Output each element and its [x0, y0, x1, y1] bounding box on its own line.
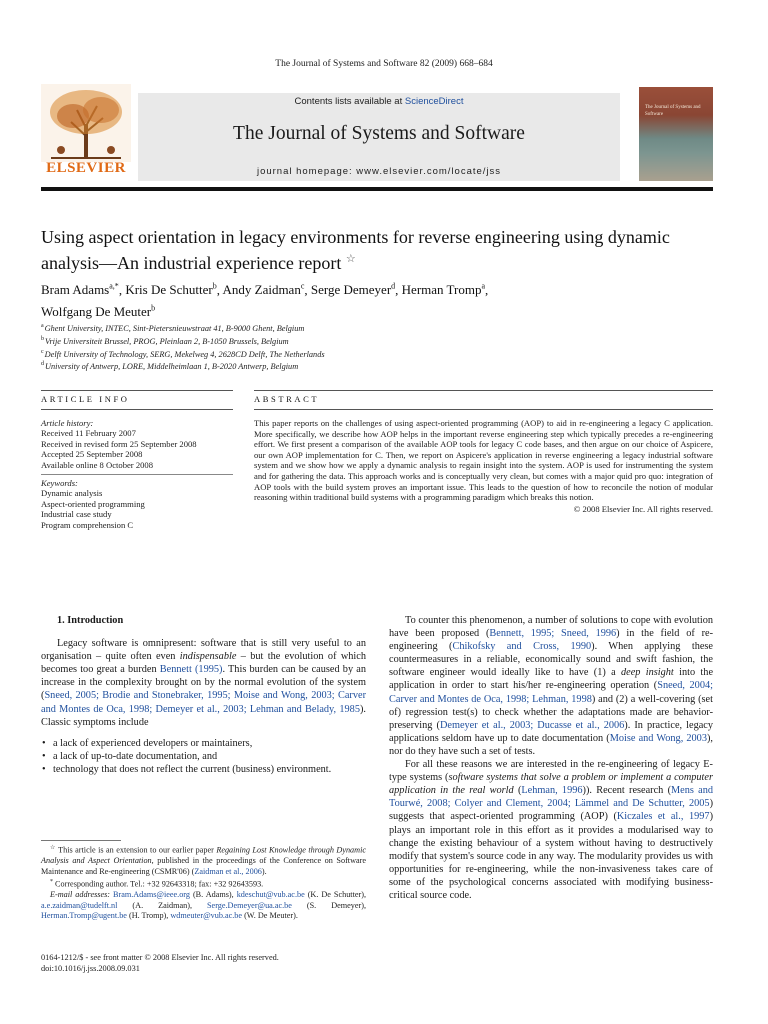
citation-link[interactable]: Mens and Tourwé, 2008; Colyer and Clement, 2004; Lämmel and De Schutter, 2005 [389, 785, 713, 810]
article-info-bottom-rule [41, 409, 233, 410]
author [41, 304, 155, 319]
history-heading: Article history: [41, 418, 94, 428]
author-name[interactable]: Kris De Schutter [125, 282, 213, 298]
affiliation [41, 321, 713, 334]
history-entry: Received in revised form 25 September 2008 [41, 438, 197, 449]
contents-line [138, 96, 620, 107]
text-run: (H. Tromp), [126, 910, 171, 920]
affiliation-text: University of Antwerp, LORE, Middelheimlaan 1, B-2020 Antwerp, Belgium [45, 362, 299, 372]
citation-link[interactable]: Bennett (1995) [159, 664, 223, 676]
elsevier-logo [41, 84, 131, 182]
abstract-bottom-rule [254, 409, 713, 410]
text-run: (W. De Meuter). [242, 910, 298, 920]
keyword: Aspect-oriented programming [41, 498, 145, 509]
text-run: Legacy software is omnipresent: software that is still very useful to an organisation – quite often even [41, 638, 366, 663]
emphasis-text: indispensable [179, 651, 237, 663]
keywords-list [41, 488, 233, 530]
affiliation-mark: b [41, 335, 44, 342]
symptom-item: • a lack of experienced developers or maintainers, [41, 737, 366, 750]
history-entry: Received 11 February 2007 [41, 428, 136, 439]
author [311, 282, 395, 297]
author [402, 282, 485, 297]
journal-info-band [138, 93, 620, 181]
citation-link[interactable]: Bennett, 1995; Sneed, 1996 [489, 628, 617, 640]
author-name[interactable]: Wolfgang De Meuter [41, 303, 152, 319]
text-run: (K. De Schutter), [304, 890, 366, 900]
affiliation-list [41, 321, 713, 372]
citation-link[interactable]: Zaidman et al., 2006 [194, 866, 262, 876]
text-run: ). In practice, legacy applications seldom have up to date documentation ( [389, 719, 714, 744]
keyword: Industrial case study [41, 509, 112, 520]
emphasis-text: Regaining Lost Knowledge through Dynamic Analysis and Aspect Orientation [41, 845, 366, 866]
text-run: ) plays an important role in this effort as it provides a modularised way to change the existing behaviour of a system without having to destructively modify that system's source code in any way. The modularity provides us with opportunities for re-engineering, while the non-invasiveness takes care of some of the psychological concerns associated with modifying business-critical source code. [389, 811, 713, 901]
citation-link[interactable]: Lehman, 1996 [521, 785, 583, 797]
article-info-label: ARTICLE INFO [41, 394, 130, 404]
author [41, 282, 119, 297]
journal-title: The Journal of Systems and Software [233, 123, 525, 144]
citation-link[interactable]: Serge.Demeyer@ua.ac.be [207, 900, 292, 910]
journal-homepage[interactable]: journal homepage: www.elsevier.com/locate/jss [256, 166, 502, 177]
text-run: ) suggests that aspect-oriented programming (AOP) ( [389, 798, 713, 823]
abstract-block [254, 418, 713, 514]
citation-link[interactable]: Demeyer et al., 2003; Ducasse et al., 2006 [439, 719, 625, 731]
footnote-mark: * [50, 878, 53, 885]
intro-paragraph-3 [389, 758, 713, 902]
article-title-text: Using aspect orientation in legacy environments for reverse engineering using dynamic analysis—An industrial experience report [41, 227, 670, 273]
text-run: ). [261, 866, 267, 876]
article-info-top-rule [41, 390, 233, 391]
keyword: Dynamic analysis [41, 488, 103, 499]
history-list [41, 428, 233, 470]
citation-link[interactable]: Chikofsky and Cross, 1990 [452, 641, 592, 653]
affiliation [41, 347, 713, 360]
keyword: Program comprehension C [41, 519, 134, 530]
text-run: ( [513, 785, 522, 797]
author-name[interactable]: Herman Tromp [401, 282, 482, 298]
affiliation-mark: d [41, 361, 44, 368]
author-affiliation-mark: c [300, 282, 305, 291]
issn-line: 0164-1212/$ - see front matter © 2008 Elsevier Inc. All rights reserved. [41, 953, 279, 962]
text-run: )). Recent research ( [582, 785, 671, 797]
history-entry: Accepted 25 September 2008 [41, 449, 143, 460]
citation-link[interactable]: kdeschut@vub.ac.be [236, 890, 305, 900]
elsevier-wordmark: ELSEVIER [46, 160, 126, 176]
intro-paragraph-2 [389, 614, 713, 758]
emphasis-text: deep insight [620, 667, 674, 679]
footnote-extension [41, 843, 366, 877]
text-run: ). Classic symptoms include [41, 703, 366, 728]
text-run: ) in the field of re-engineering ( [389, 628, 713, 653]
text-run: ) and (2) a well-covering (set of) regression test(s) to check whether the adaptations made are behavior-preserving ( [389, 693, 713, 731]
text-run: (B. Adams), [189, 890, 237, 900]
text-run: into the application in order to start his/her re-engineering operation ( [389, 667, 714, 692]
author-affiliation-mark: b [151, 303, 156, 313]
keywords-heading: Keywords: [41, 478, 78, 489]
cover-title: The Journal of Systems and Software [645, 105, 701, 117]
article-title [41, 226, 713, 274]
symptom-list [41, 737, 366, 776]
journal-masthead [41, 84, 713, 188]
citation-link[interactable]: Herman.Tromp@ugent.be [41, 910, 127, 920]
intro-paragraph-1 [41, 637, 366, 729]
section-heading-introduction: 1. Introduction [57, 615, 124, 626]
right-body-column [389, 614, 713, 902]
citation-link[interactable]: Kiczales et al., 1997 [616, 811, 710, 823]
masthead-rule [41, 187, 713, 191]
symptom-item: • a lack of up-to-date documentation, and [41, 750, 366, 763]
footnotes [41, 843, 366, 921]
affiliation-text: Ghent University, INTEC, Sint-Pietersnieuwstraat 41, B-9000 Ghent, Belgium [44, 323, 305, 333]
abstract-top-rule [254, 390, 713, 391]
citation-link[interactable]: Moise and Wong, 2003 [609, 732, 707, 744]
text-run: , published in the proceedings of the Conference on Software Maintenance and Re-engineering (CSMR'06) ( [41, 856, 366, 876]
author-affiliation-mark: b [212, 282, 217, 291]
text-run: (S. Demeyer), [291, 900, 367, 910]
text-run: ), nor do they have such a set of tests. [389, 732, 713, 757]
emphasis-text: software systems that solve a problem or implement a computer application in the real world [389, 772, 713, 797]
author-affiliation-mark: a,* [109, 282, 119, 291]
author-name[interactable]: Bram Adams [41, 282, 110, 298]
footnote-corresponding-author [41, 877, 366, 890]
affiliation-mark: a [41, 323, 44, 329]
abstract-text: This paper reports on the challenges of using aspect-oriented programming (AOP) to aid in re-engineering a legacy C application. More specifically, we describe how AOP helps in the important reverse engineering step which typically precedes a re-engineering effort. We first present a comparison of the available AOP tools for legacy C code bases, and then argue on our choice of Aspicere, our own AOP implementation for C. Then, we report on Aspicere's application in reverse engineering a legacy industrial software system and we show how we apply a dynamic analysis to regain insight into the system. AOP is used for instrumenting the system and for gathering the data. This approach works and is conceptually very clean, but comes with a major quid pro quo: integration of AOP tools with the build system proves an important issue. This leads to the question of how to reconcile the notion of modular reasoning within traditional build systems with a programming paradigm which breaks this notion. [254, 418, 713, 503]
citation-link[interactable]: wdmeuter@vub.ac.be [170, 910, 243, 920]
emphasis-text: E-mail addresses: [50, 890, 110, 900]
citation-link[interactable]: Sneed, 2005; Brodie and Stonebraker, 1995; Moise and Wong, 2003; Carver and Montes de Oca, 1998; Demeyer et al., 2003; Lehman and Belady, 1985 [41, 690, 366, 715]
text-run: This article is an extension to our earlier paper [55, 845, 217, 855]
text-run: . This burden can be caused by an increase in the complexity brought on by the normal evolution of the system ( [41, 664, 366, 702]
abstract-label: ABSTRACT [254, 394, 320, 404]
text-run: ). When applying these countermeasures in a reliable, economically sound and swift fashion, the software engineer would ideally like to have (1) a [389, 641, 714, 679]
author [222, 282, 304, 297]
article-info-block [41, 418, 233, 530]
symptom-item: • technology that does not reflect the current (business) environment. [41, 763, 366, 776]
affiliation-mark: c [41, 348, 44, 355]
author-name[interactable]: Andy Zaidman [222, 282, 301, 298]
author-affiliation-mark: a [481, 282, 486, 291]
text-run: (A. Zaidman), [117, 900, 207, 910]
citation-link[interactable]: Bram.Adams@ieee.org [113, 890, 190, 900]
author-affiliation-mark: d [391, 282, 396, 291]
text-run: Corresponding author. Tel.: +32 92643318; fax: +32 92643593. [53, 879, 264, 889]
author-list: Bram Adams$^{a,*}$, Kris De Schutter$^b$, Andy Zaidman$^c$, Serge Demeyer$^d$, Herman Tromp$^a$, Wolfgang De Meuter$^b$ [41, 282, 489, 319]
affiliation-text: Delft University of Technology, SERG, Mekelweg 4, 2628CD Delft, The Netherlands [44, 349, 325, 359]
citation-link[interactable]: Sneed, 2004; Carver and Montes de Oca, 1998; Lehman, 1998 [389, 680, 713, 705]
abstract-copyright: © 2008 Elsevier Inc. All rights reserved. [573, 503, 713, 514]
article-identifiers [41, 952, 441, 974]
journal-cover-thumbnail [639, 87, 713, 181]
doi-line[interactable]: doi:10.1016/j.jss.2008.09.031 [41, 964, 140, 973]
affiliation-text: Vrije Universiteit Brussel, PROG, Pleinlaan 2, B-1050 Brussels, Belgium [45, 336, 289, 346]
sciencedirect-link[interactable]: ScienceDirect [404, 96, 464, 107]
footnote-mark: ☆ [50, 845, 56, 851]
text-run: To counter this phenomenon, a number of solutions to cope with evolution have been proposed ( [389, 615, 713, 640]
affiliation [41, 334, 713, 347]
author [125, 282, 216, 297]
footnote-email-addresses [41, 890, 366, 921]
title-footnote-mark[interactable]: ☆ [345, 253, 356, 265]
contents-prefix: Contents lists available at [294, 96, 405, 107]
elsevier-tree-icon [41, 84, 131, 162]
keywords-rule [41, 474, 233, 475]
history-entry: Available online 8 October 2008 [41, 459, 154, 470]
author-name[interactable]: Serge Demeyer [310, 282, 392, 298]
text-run: – but the evolution of which becomes too great a burden [41, 651, 367, 676]
affiliation [41, 359, 713, 372]
left-body-column [41, 614, 366, 776]
footnote-rule [41, 840, 121, 841]
running-head: The Journal of Systems and Software 82 (2009) 668–684 [275, 59, 493, 69]
text-run: For all these reasons we are interested in the re-engineering of legacy E-type systems ( [389, 759, 713, 784]
citation-link[interactable]: a.e.zaidman@tudelft.nl [41, 900, 118, 910]
